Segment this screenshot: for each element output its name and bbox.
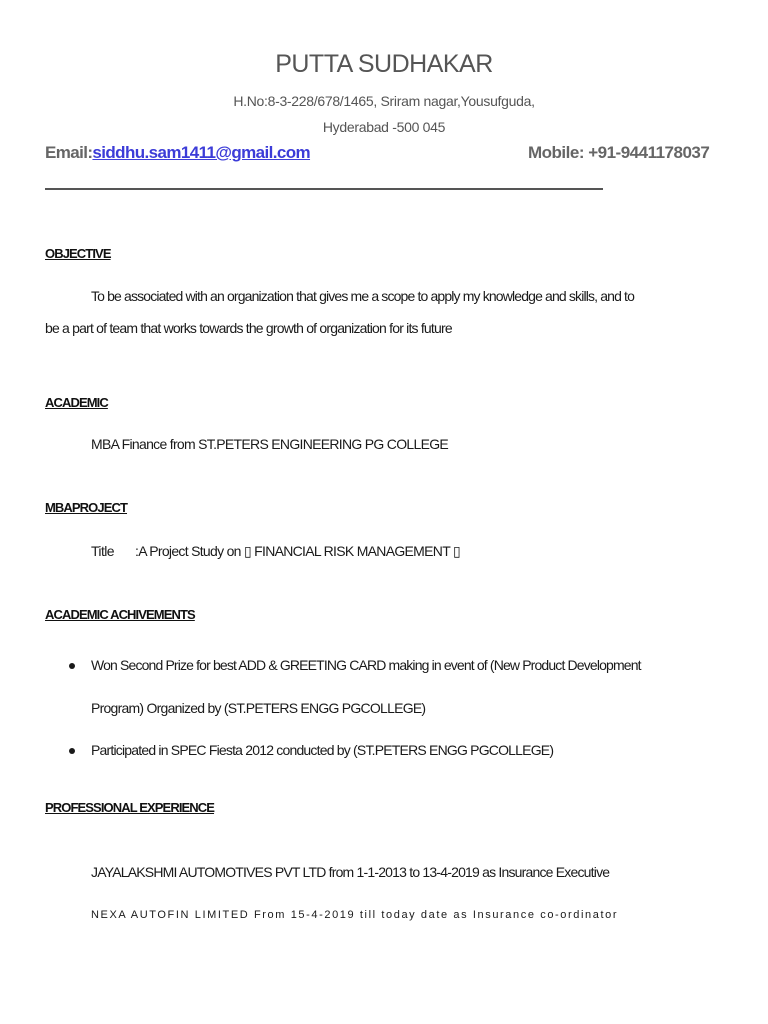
achievements-heading: ACADEMIC ACHIVEMENTS — [45, 607, 195, 622]
achievement-1-line-1: Won Second Prize for best ADD & GREETING CARD making in event of (New Product Development — [91, 657, 641, 673]
mba-project-heading: MBAPROJECT — [45, 500, 128, 515]
email-link[interactable]: siddhu.sam1411@gmail.com — [92, 143, 311, 162]
achievement-2-line-1: Participated in SPEC Fiesta 2012 conducted by (ST.PETERS ENGG PGCOLLEGE) — [91, 742, 554, 758]
header-divider — [45, 188, 603, 190]
objective-line-1: To be associated with an organization that gives me a scope to apply my knowledge and skills, and to — [91, 288, 635, 304]
email-row — [45, 143, 310, 163]
experience-heading: PROFESSIONAL EXPERIENCE — [45, 800, 215, 815]
address-line-2: Hyderabad -500 045 — [322, 119, 446, 135]
objective-heading: OBJECTIVE — [45, 246, 111, 261]
mobile-number: Mobile: +91-9441178037 — [528, 143, 710, 162]
email-label: Email: — [45, 143, 93, 162]
bullet-icon — [69, 663, 75, 669]
objective-line-2: be a part of team that works towards the growth of organization for its future — [45, 320, 452, 336]
experience-job-2: NEXA AUTOFIN LIMITED From 15-4-2019 till today date as Insurance co-ordinator — [91, 909, 619, 921]
candidate-name: PUTTA SUDHAKAR — [275, 50, 493, 78]
achievement-1-line-2: Program) Organized by (ST.PETERS ENGG PGCOLLEGE) — [91, 700, 426, 716]
experience-job-1: JAYALAKSHMI AUTOMOTIVES PVT LTD from 1-1-2013 to 13-4-2019 as Insurance Executive — [91, 864, 610, 880]
academic-heading: ACADEMIC — [45, 395, 108, 410]
bullet-icon — [69, 748, 75, 754]
project-title-value: :A Project Study on ▯ FINANCIAL RISK MANAGEMENT ▯ — [135, 543, 460, 559]
academic-text: MBA Finance from ST.PETERS ENGINEERING PG COLLEGE — [91, 436, 449, 452]
project-title-label: Title — [91, 543, 114, 559]
address-line-1: H.No:8-3-228/678/1465, Sriram nagar,Yousufguda, — [233, 93, 535, 109]
